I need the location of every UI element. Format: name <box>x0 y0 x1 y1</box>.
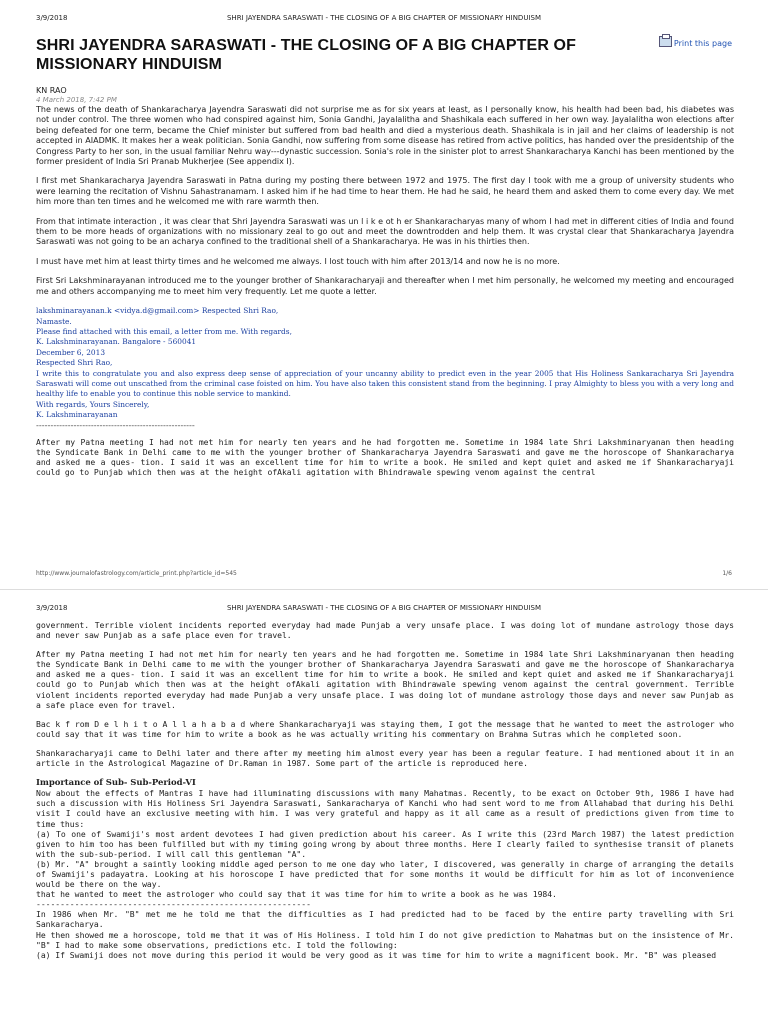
letter-line: With regards, Yours Sincerely, <box>36 399 150 409</box>
paragraph: Now about the effects of Mantras I have had illuminating discussions with many Mahatmas. Recently, to be exact on October 9th, 1986 I have had such a discussion with His Holiness Sri Jayendra Saraswati, Sankaracharya of Kanchi who had sent word to me from Allahabad that during his Delhi visit I could have an exclusive meeting with him. I was very grateful and happy as it all came as a result of predictions given from time to time thus: <box>36 788 734 829</box>
article-body <box>36 105 734 486</box>
letter-line: K. Lakshminarayanan. Bangalore - 560041 <box>36 337 197 347</box>
paragraph: First Sri Lakshminarayanan introduced me to the younger brother of Shankaracharyaji and thereafter when I met him personally, he welcomed my meeting and encouraged me and others accompanying me to meet him very frequently. Let me quote a letter. <box>36 276 734 296</box>
letter-line: K. Lakshminarayanan <box>36 410 118 420</box>
publish-date: 4 March 2018, 7:42 PM <box>36 96 117 104</box>
letter-line: December 6, 2013 <box>36 347 106 357</box>
article-title: SHRI JAYENDRA SARASWATI - THE CLOSING OF A BIG CHAPTER OF MISSIONARY HINDUISM <box>36 37 576 73</box>
letter-line: Please find attached with this email, a letter from me. With regards, <box>36 326 292 336</box>
letter-line: lakshminarayanan.k <vidya.d@gmail.com> Respected Shri Rao, <box>36 306 279 316</box>
print-label: Print this page <box>673 39 732 48</box>
printer-icon <box>659 36 672 47</box>
paragraph: In 1986 when Mr. "B" met me he told me that the difficulties as I had predicted had to be faced by the entire party travelling with Sri Sankaracharya. <box>36 909 734 930</box>
paragraph: I must have met him at least thirty times and he welcomed me always. I lost touch with him after 2013/14 and now he is no more. <box>36 256 560 266</box>
paragraph: From that intimate interaction , it was clear that Shri Jayendra Saraswati was un l i k e ot h er Shankaracharyas many of whom I had met in different cities of India and found them to be more heads of organizations with no missionary zeal to go out and meet the downtrodden and help them. It was crystal clear that Shankaracharya Jayendra Saraswati was not going to be an acharya confined to the traditional shell of a Shankaracharya. He was in his thirties then. <box>36 216 734 247</box>
paragraph: Bac k f rom D e l h i t o A l l a h a b a d where Shankaracharyaji was staying them, I got the message that he wanted to meet the astrologer who could say that it was time for him to write a book as he was actually writing his commentary on Brahma Sutras which he completed soon. <box>36 718 734 739</box>
letter-line: Respected Shri Rao, <box>36 358 113 368</box>
letter-line: I write this to congratulate you and also express deep sense of appreciation of your uncanny ability to predict even in the year 2005 that His Holiness Sankaracharya Sri Jayendra Saraswati will come out unscathed from the criminal case foisted on him. You have also taken this consistent stand from the beginning. I pray Almighty to bless you with a very long and healthy life to enable you to continue this noble service to mankind. <box>36 368 734 399</box>
print-this-page-link[interactable] <box>659 36 732 48</box>
divider-dashes: --------------------------------------------------------- <box>36 899 311 910</box>
paragraph: He then showed me a horoscope, told me that it was of His Holiness. I told him I do not give prediction to Mahatmas but on the insistence of Mr. "B" I had to make some observations, predictions etc. I told the following: <box>36 929 734 950</box>
paragraph: (a) If Swamiji does not move during this period it would be very good as it was time for him to write a magnificent book. Mr. "B" was pleased <box>36 949 717 960</box>
header-title: SHRI JAYENDRA SARASWATI - THE CLOSING OF A BIG CHAPTER OF MISSIONARY HINDUISM <box>226 604 541 612</box>
paragraph: After my Patna meeting I had not met him for nearly ten years and he had forgotten me. Sometime in 1984 late Shri Lakshminaryanan then heading the Syndicate Bank in Delhi came to me with the younger brother of Shankaracharya Jayendra Saraswati and gave me the horoscope of Shankaracharya and asked me a ques- tion. I said it was an excellent time for him to write a book. He smiled and kept quiet and asked me if Shankaracharyaji could go to Punjab which then was at the height ofAkali agitation with Bhindrawale spewing venom against the central <box>36 436 734 478</box>
footer-url: http://www.journalofastrology.com/article_print.php?article_id=545 <box>36 570 237 577</box>
paragraph: The news of the death of Shankaracharya Jayendra Saraswati did not surprise me as for six years at least, as I personally know, his health had been bad, his diabetes was not under control. The three women who had conspired against him, Sonia Gandhi, Jayalalitha and Shashikala each suffered in her own way. Jayalalitha won elections after being defeated for one term, became the Chief minister but suffered from bad health and died a mysterious death. Shashikala is in jail and her claims of leadership is not accepted in AIADMK. It makes her a weak politician. Sonia Gandhi, now suffering from some disease has retired from active politics, has handed over the presidentship of the Congress Party to her son, in the usual familiar Nehru way---dynastic succession. Sonia's role in the sinister plot to arrest Shankaracharya Kanchi has been mentioned by the former president of India Sri Pranab Mukherjee (See appendix I). <box>36 105 734 167</box>
header-title: SHRI JAYENDRA SARASWATI - THE CLOSING OF A BIG CHAPTER OF MISSIONARY HINDUISM <box>226 14 541 22</box>
paragraph: government. Terrible violent incidents reported everyday had made Punjab a very unsafe place. I was doing lot of mundane astrology those days and never saw Punjab as a safe place even for travel. <box>36 620 734 641</box>
list-item: (a) To one of Swamiji's most ardent devotees I had given prediction about his career. As I write this (23rd March 1987) the latest prediction given to him too has been fulfilled but with my timing going wrong by about three months. Here I clearly failed to synthesise transit of planets with the sub-sub-period. I will call this gentleman "A". <box>36 828 734 859</box>
letter-line: Namaste. <box>36 316 72 326</box>
paragraph: I first met Shankaracharya Jayendra Saraswati in Patna during my posting there between 1972 and 1975. The first day I took with me a group of university students who were learning the recitation of Vishnu Sahastranamam. I asked him if he had time to hear them. He had he said, he heard them and asked them to come every day. We met him more than ten times and he welcomed me with rare warmth then. <box>36 176 734 207</box>
paragraph: that he wanted to meet the astrologer who could say that it was time for him to write a book as he was 1984. <box>36 889 557 900</box>
footer-page-number: 1/6 <box>722 570 732 577</box>
header-date: 3/9/2018 <box>36 604 68 612</box>
subheading: Importance of Sub- Sub-Period-VI <box>36 778 196 789</box>
list-item: (b) Mr. "A" brought a saintly looking middle aged person to me one day who later, I discovered, was generally in charge of arranging the details of Swamiji's padayatra. Looking at his horoscope I have predicted that for some months it would be difficult for him as lot of inconvenience would be there on the way. <box>36 858 734 890</box>
quoted-letter <box>36 306 734 420</box>
page-2 <box>0 590 768 1024</box>
subsection <box>36 777 734 909</box>
divider-dashes: ------------------------------------------------------- <box>36 420 195 430</box>
header-date: 3/9/2018 <box>36 14 68 22</box>
author: KN RAO <box>36 86 67 95</box>
paragraph: Shankaracharyaji came to Delhi later and there after my meeting him almost every year has been a regular feature. I had mentioned about it in an article in the Astrological Magazine of Dr.Raman in 1987. Some part of the article is reproduced here. <box>36 747 734 769</box>
paragraph: After my Patna meeting I had not met him for nearly ten years and he had forgotten me. Sometime in 1984 late Shri Lakshminaryanan then heading the Syndicate Bank in Delhi came to me with the younger brother of Shankaracharya Jayendra Saraswati and gave me the horoscope of Shankaracharya and asked me a ques- tion. I said it was an excellent time for him to write a book. He smiled and kept quiet and asked me if Shankaracharyaji could go to Punjab which then was at the height ofAkali agitation with Bhindrawale spewing venom against the central government. Terrible violent incidents reported everyday had made Punjab a very unsafe place. I was doing lot of mundane astrology those days and never saw Punjab as a safe place even for travel. <box>36 649 734 710</box>
article-body-continued <box>36 620 734 960</box>
